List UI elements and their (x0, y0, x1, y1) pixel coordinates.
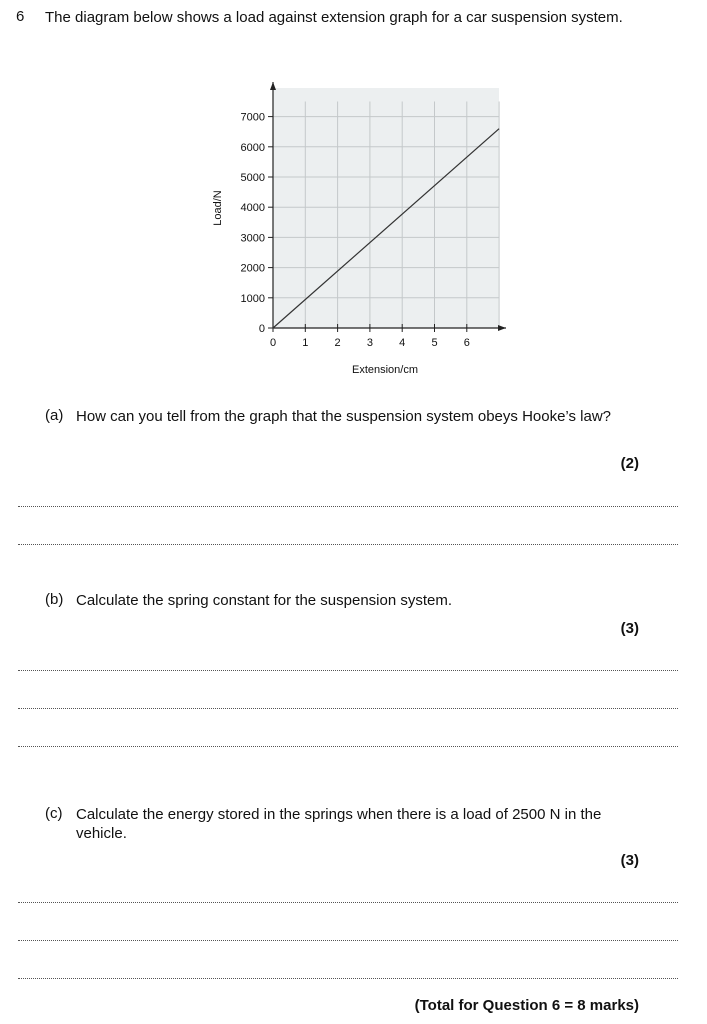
y-tick-label: 3000 (240, 232, 265, 245)
part-a-letter: (a) (45, 407, 64, 424)
answer-line[interactable] (18, 708, 678, 709)
question-number: 6 (16, 8, 25, 25)
y-tick-label: 0 (258, 323, 265, 335)
x-tick-label: 4 (399, 337, 406, 349)
part-b-letter: (b) (45, 591, 64, 608)
x-axis-arrowhead (498, 325, 506, 331)
x-tick-label: 3 (366, 337, 373, 349)
x-axis-label: Extension/cm (351, 364, 419, 376)
plot-background (273, 88, 499, 328)
y-tick-label: 1000 (240, 292, 265, 305)
answer-line[interactable] (18, 746, 678, 747)
x-tick-label: 6 (463, 337, 470, 349)
y-tick-label: 5000 (240, 172, 265, 184)
y-axis-label: Load/N (212, 190, 224, 226)
x-tick-label: 5 (431, 337, 438, 349)
y-axis-arrowhead (270, 82, 276, 90)
part-b-marks: (3) (620, 620, 639, 637)
answer-line[interactable] (18, 978, 678, 979)
x-tick-label: 1 (302, 337, 309, 349)
part-a-marks: (2) (620, 455, 639, 472)
answer-line[interactable] (18, 506, 678, 507)
answer-line[interactable] (18, 544, 678, 545)
part-c-letter: (c) (45, 805, 63, 822)
answer-line[interactable] (18, 902, 678, 903)
part-b-text: Calculate the spring constant for the suspension system. (76, 592, 453, 609)
x-tick-label: 2 (334, 337, 341, 349)
answer-line[interactable] (18, 940, 678, 941)
y-tick-label: 6000 (240, 141, 265, 154)
total-marks: (Total for Question 6 = 8 marks) (414, 997, 639, 1014)
load-extension-chart (200, 78, 520, 378)
y-tick-label: 2000 (240, 262, 265, 275)
answer-line[interactable] (18, 670, 678, 671)
part-c-marks: (3) (620, 852, 639, 869)
part-c-text: Calculate the energy stored in the springs when there is a load of 2500 N in the vehicle. (76, 806, 602, 842)
part-a-text: How can you tell from the graph that the suspension system obeys Hooke’s law? (76, 408, 612, 425)
y-tick-label: 4000 (240, 202, 265, 215)
x-tick-label: 0 (269, 337, 277, 349)
y-tick-label: 7000 (240, 111, 265, 124)
question-intro: The diagram below shows a load against extension graph for a car suspension system. (45, 9, 623, 26)
